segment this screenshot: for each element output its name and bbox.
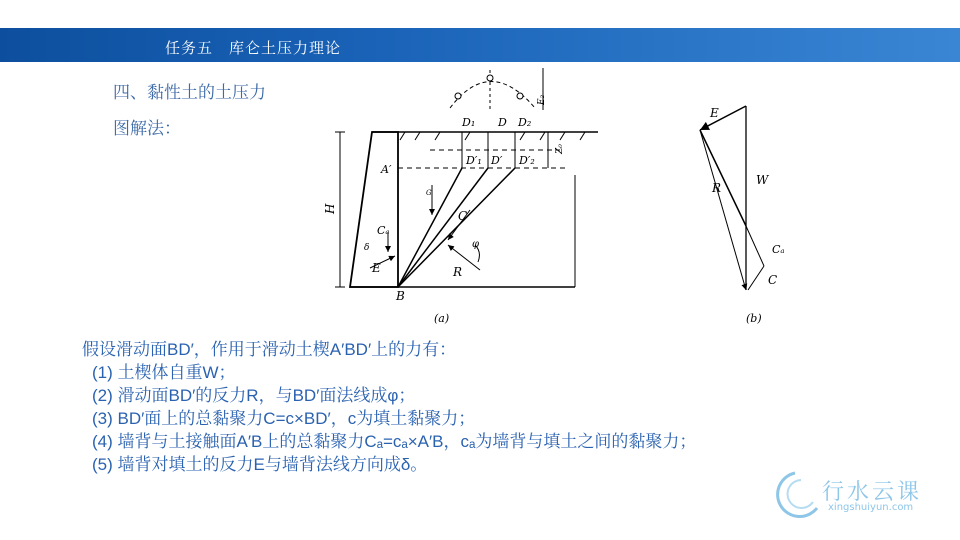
body-line-1: (1) 土楔体自重W；: [92, 363, 236, 382]
label-Ec: E₂: [537, 94, 547, 105]
label-E: E: [372, 261, 381, 275]
caption-a: (a): [434, 312, 450, 325]
label-D1-prime: D′₁: [466, 154, 482, 167]
logo-url: xingshuiyun.com: [828, 502, 914, 513]
label-A-prime: A′: [381, 163, 392, 176]
label-D-prime: D′: [491, 154, 503, 167]
label-H: H: [323, 203, 337, 214]
label-D2-prime: D′₂: [519, 154, 535, 167]
body-line-2: (2) 滑动面BD′的反力R，与BD′面法线成φ；: [92, 386, 416, 405]
label-g: G: [426, 189, 432, 197]
page-title: 任务五 库仑土压力理论: [165, 39, 342, 57]
label-phi: φ: [472, 239, 480, 250]
caption-b: (b): [746, 312, 762, 325]
label-Z0: Z₀: [555, 144, 565, 154]
body-line-intro: 假设滑动面BD′，作用于滑动土楔A′BD′上的力有：: [82, 340, 457, 359]
label-b-Ca: Cₐ: [772, 243, 785, 256]
logo-text: 行水云课: [822, 480, 923, 505]
label-B: B: [396, 289, 405, 303]
figure-a: [335, 68, 598, 287]
label-b-E: E: [710, 106, 719, 120]
label-R: R: [453, 265, 463, 279]
label-C: C: [458, 209, 468, 223]
body-line-3: (3) BD′面上的总黏聚力C=c×BD′，c为填土黏聚力；: [92, 409, 476, 428]
method-label: 图解法：: [113, 119, 181, 139]
body-line-4: (4) 墙背与土接触面A′B上的总黏聚力Cₐ=cₐ×A′B，cₐ为墙背与填土之间的黏聚力；: [92, 432, 697, 451]
label-b-C: C: [768, 273, 778, 287]
label-D1: D₁: [462, 116, 476, 129]
label-b-R: R: [712, 181, 722, 195]
section-heading: 四、黏性土的土压力: [113, 83, 266, 103]
label-D: D: [498, 116, 507, 129]
label-b-W: W: [756, 173, 769, 187]
body-text: [82, 338, 882, 476]
figure-b: [700, 106, 764, 290]
body-line-5: (5) 墙背对填土的反力E与墙背法线方向成δ。: [92, 455, 428, 474]
label-D2: D₂: [518, 116, 532, 129]
label-delta: δ: [364, 243, 370, 253]
label-Ca: Cₐ: [377, 224, 390, 237]
